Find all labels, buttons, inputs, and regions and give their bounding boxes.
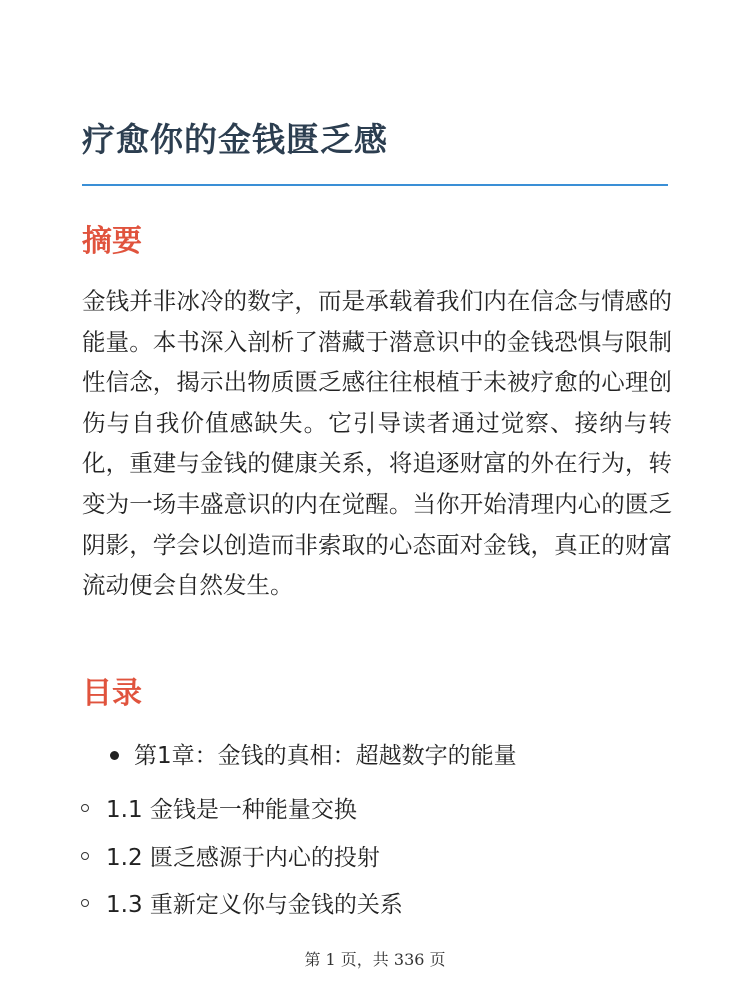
bullet-circle-icon [81, 899, 89, 907]
toc-section-1-1 [106, 788, 357, 832]
bullet-circle-icon [81, 852, 89, 860]
toc-section-label: 1.2 匮乏感源于内心的投射 [106, 845, 380, 871]
page-footer: 第 1 页，共 336 页 [304, 950, 446, 969]
summary-paragraph: 金钱并非冰冷的数字，而是承载着我们内在信念与情感的能量。本书深入剖析了潜藏于潜意识中的金钱恐惧与限制性信念，揭示出物质匮乏感往往根植于未被疗愈的心理创伤与自我价值感缺失。它引导读者通过觉察、接纳与转化，重建与金钱的健康关系，将追逐财富的外在行为，转变为一场丰盛意识的内在觉醒。当你开始清理内心的匮乏阴影，学会以创造而非索取的心态面对金钱，真正的财富流动便会自然发生。 [82, 287, 672, 600]
bullet-disc-icon [110, 751, 119, 760]
summary-heading: 摘要 [82, 224, 142, 259]
toc-section-1-3 [106, 883, 403, 927]
toc-heading: 目录 [82, 676, 142, 711]
toc-chapter-1 [82, 734, 672, 778]
toc-section-1-2 [106, 836, 380, 880]
toc-section-label: 1.3 重新定义你与金钱的关系 [106, 892, 403, 918]
toc-section-label: 1.1 金钱是一种能量交换 [106, 797, 357, 823]
table-of-contents [82, 734, 672, 778]
page-title: 疗愈你的金钱匮乏感 [82, 120, 388, 159]
bullet-circle-icon [81, 804, 89, 812]
title-divider [82, 184, 668, 186]
toc-chapter-1-label: 第1章：金钱的真相：超越数字的能量 [134, 743, 517, 769]
